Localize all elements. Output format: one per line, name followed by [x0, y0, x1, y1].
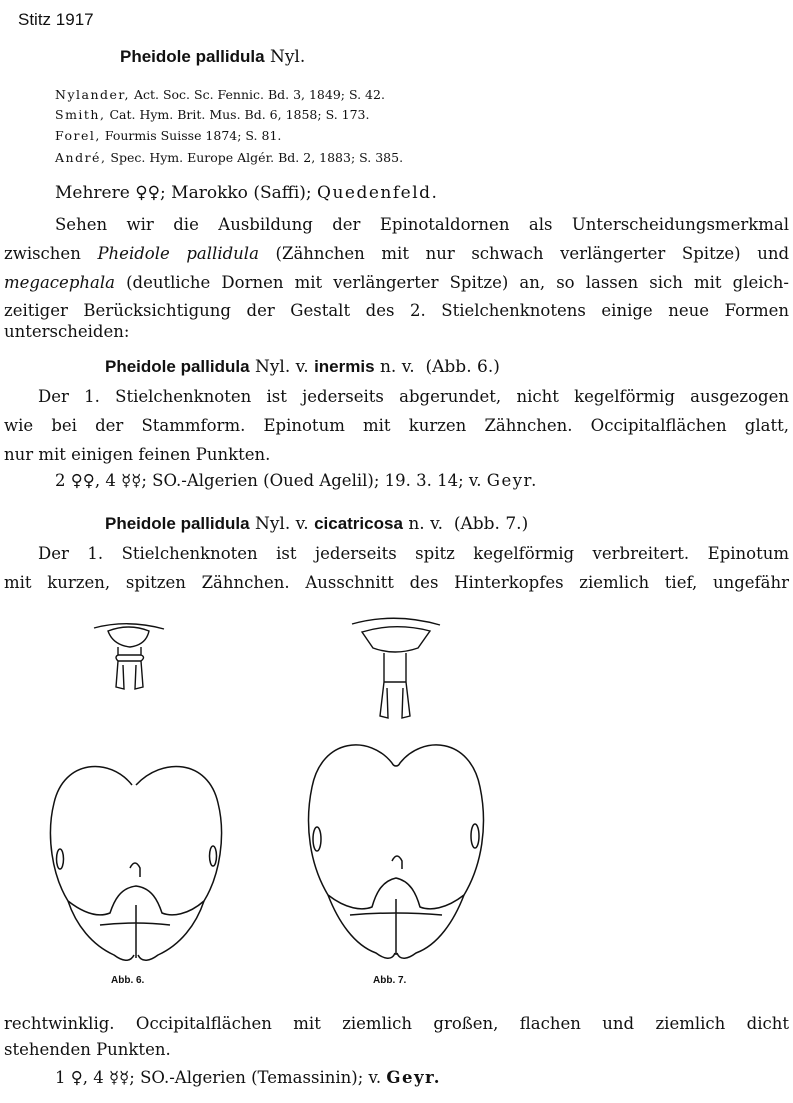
inermis-line-1: Der 1. Stielchenknoten ist jederseits abgerundet, nicht kegelförmig ausgezogen — [38, 387, 789, 406]
species-author: Nyl. — [269, 47, 306, 67]
species-genus: Pheidole pallidula — [120, 47, 265, 66]
figure-7-head-drawing — [300, 735, 490, 975]
cicatricosa-line-2: mit kurzen, spitzen Zähnchen. Ausschnitt des Hinterkopfes ziemlich tief, ungefähr — [4, 573, 789, 592]
species-title — [120, 47, 305, 67]
intro-line-4: zeitiger Berücksichtigung der Gestalt des 2. Stielchenknotens einige neue Formen — [4, 301, 789, 320]
cicatricosa-record: 1 ♀, 4 ☿☿; SO.-Algerien (Temassinin); v. Geyr. — [55, 1068, 441, 1087]
variety-inermis-title: Pheidole pallidula Nyl. v. inermis n. v. (Abb. 6.) — [105, 357, 500, 377]
intro-line-1: Sehen wir die Ausbildung der Epinotaldornen als Unterscheidungsmerkmal — [55, 215, 789, 234]
figure-7-petiole-drawing — [340, 608, 450, 723]
reference-1: Nylander, Act. Soc. Sc. Fennic. Bd. 3, 1849; S. 42. — [55, 87, 385, 102]
cicatricosa-line-4: stehenden Punkten. — [4, 1040, 171, 1059]
cicatricosa-line-3: rechtwinklig. Occipitalflächen mit ziemlich großen, flachen und ziemlich dicht — [4, 1014, 789, 1033]
inermis-line-3: nur mit einigen feinen Punkten. — [4, 445, 271, 464]
intro-line-3: megacephala (deutliche Dornen mit verlängerter Spitze) an, so lassen sich mit gleich- — [4, 273, 790, 292]
cicatricosa-line-1: Der 1. Stielchenknoten ist jederseits spitz kegelförmig verbreitert. Epinotum — [38, 544, 789, 563]
reference-4: André, Spec. Hym. Europe Algér. Bd. 2, 1883; S. 385. — [55, 150, 404, 165]
reference-2: Smith, Cat. Hym. Brit. Mus. Bd. 6, 1858; S. 173. — [55, 107, 370, 122]
intro-line-5: unterscheiden: — [4, 322, 130, 341]
inermis-line-2: wie bei der Stammform. Epinotum mit kurzen Zähnchen. Occipitalflächen glatt, — [4, 416, 789, 435]
page-header: Stitz 1917 — [18, 10, 94, 29]
record-main: Mehrere ♀♀; Marokko (Saffi); Quedenfeld. — [55, 183, 439, 203]
intro-line-2: zwischen Pheidole pallidula (Zähnchen mit nur schwach verlängerter Spitze) und — [4, 244, 790, 263]
variety-cicatricosa-title: Pheidole pallidula Nyl. v. cicatricosa n. v. (Abb. 7.) — [105, 514, 529, 534]
figure-6-petiole-drawing — [80, 615, 180, 695]
figure-6-caption: Abb. 6. — [111, 975, 145, 986]
reference-3: Forel, Fourmis Suisse 1874; S. 81. — [55, 128, 282, 143]
inermis-record: 2 ♀♀, 4 ☿☿; SO.-Algerien (Oued Agelil); 19. 3. 14; v. Geyr. — [55, 471, 538, 490]
figure-6-head-drawing — [40, 755, 230, 975]
figure-7-caption: Abb. 7. — [373, 975, 407, 986]
